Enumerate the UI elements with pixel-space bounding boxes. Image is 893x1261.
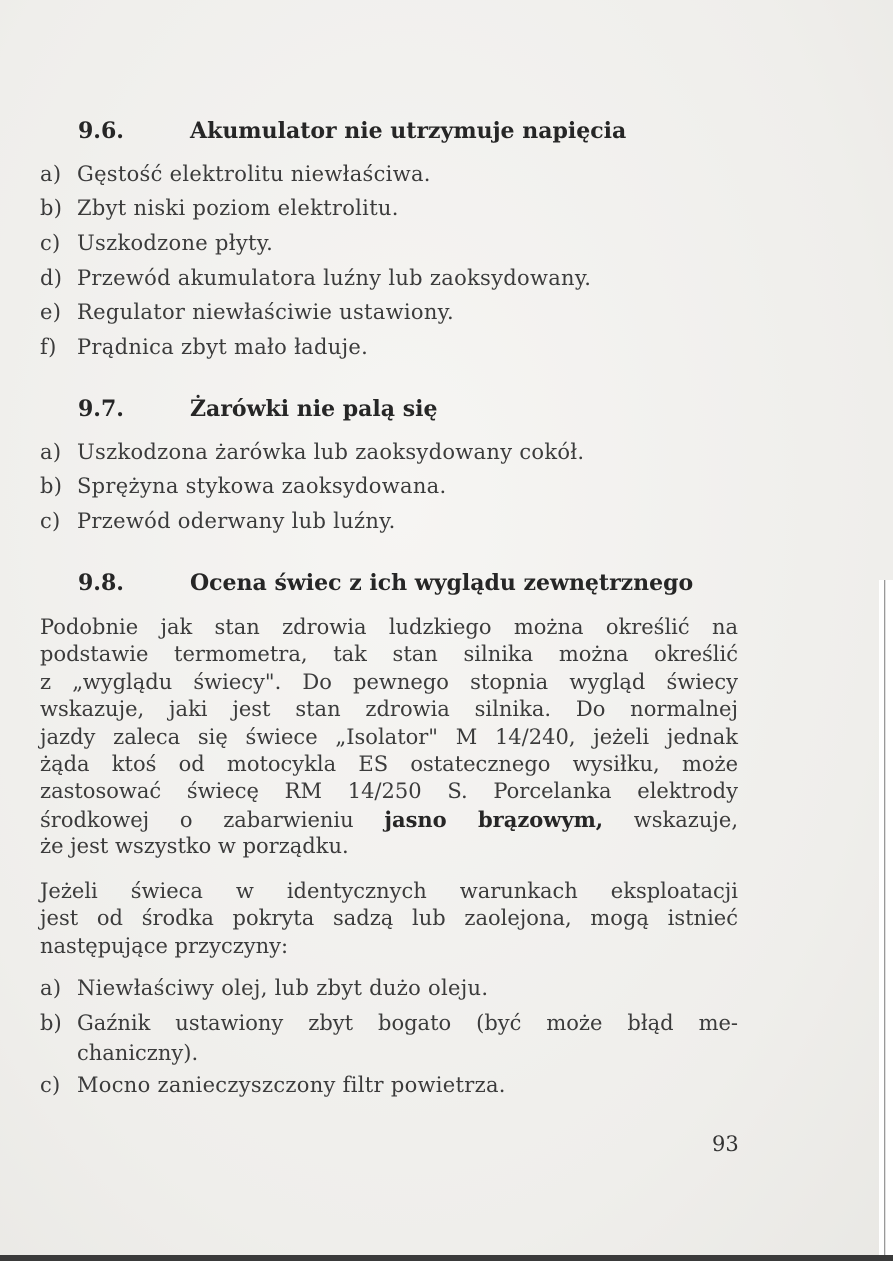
list-item — [40, 976, 488, 1000]
item-label: c) — [40, 231, 61, 255]
paragraph-line: żąda ktoś od motocykla ES ostatecznego wysiłku, może — [40, 751, 738, 776]
item-text: Sprężyna stykowa zaoksydowana. — [77, 474, 447, 498]
list-item — [40, 509, 396, 533]
list-item — [40, 1008, 738, 1068]
list-item — [40, 474, 446, 498]
list-item — [40, 1073, 506, 1097]
list-item — [40, 335, 368, 359]
item-text: Przewód oderwany lub luźny. — [77, 509, 396, 533]
section-heading-9-6 — [78, 118, 626, 144]
item-text: Mocno zanieczyszczony filtr powietrza. — [77, 1073, 506, 1097]
section-number: 9.8. — [78, 570, 124, 596]
paragraph-line: następujące przyczyny: — [40, 933, 289, 958]
item-label: b) — [40, 474, 63, 498]
item-text: Uszkodzone płyty. — [77, 231, 274, 255]
item-label: b) — [40, 1011, 62, 1035]
item-label: d) — [40, 266, 63, 290]
item-text: Regulator niewłaściwie ustawiony. — [77, 300, 455, 324]
paragraph-line: że jest wszystko w porządku. — [40, 834, 349, 859]
list-item — [40, 196, 399, 220]
list-item — [40, 162, 431, 186]
line-text: wskazuje, — [603, 807, 738, 832]
section-title-text: Ocena świec z ich wyglądu zewnętrznego — [190, 570, 694, 596]
item-text: Niewłaściwy olej, lub zbyt dużo oleju. — [77, 976, 489, 1000]
item-first-line — [40, 1008, 738, 1038]
list-item — [40, 440, 584, 464]
paragraph-line: Jeżeli świeca w identycznych warunkach eksploatacji — [40, 879, 738, 903]
list-item — [40, 231, 273, 255]
page-edge-decoration — [0, 1255, 893, 1261]
bold-phrase: jasno brązowym, — [384, 806, 604, 832]
paragraph-line — [40, 806, 738, 833]
paragraph-line: jest od środka pokryta sadzą lub zaolejona, mogą istnieć — [40, 906, 738, 931]
item-text: Zbyt niski poziom elektrolitu. — [77, 196, 399, 220]
item-text: Gęstość elektrolitu niewłaściwa. — [77, 162, 431, 186]
item-text: Przewód akumulatora luźny lub zaoksydowany. — [77, 266, 592, 290]
section-heading-9-7 — [78, 396, 437, 422]
list-item — [40, 266, 591, 290]
paragraph-line: z „wyglądu świecy". Do pewnego stopnia wygląd świecy — [40, 669, 738, 694]
item-label: a) — [40, 976, 62, 1000]
page-number: 93 — [712, 1132, 739, 1156]
item-label: c) — [40, 509, 61, 533]
item-text: Prądnica zbyt mało ładuje. — [77, 335, 369, 359]
section-number: 9.6. — [78, 118, 124, 144]
paragraph-line: jazdy zaleca się świece „Isolator" M 14/240, jeżeli jednak — [40, 724, 738, 749]
item-text: Gaźnik ustawiony zbyt bogato (być może błąd me- — [77, 1011, 738, 1035]
paragraph-line: podstawie termometra, tak stan silnika można określić — [40, 642, 738, 667]
list-item — [40, 300, 454, 324]
section-heading-9-8 — [78, 570, 693, 596]
line-text: środkowej o zabarwieniu — [40, 807, 385, 832]
paragraph-causes-intro — [40, 878, 738, 960]
item-label: a) — [40, 162, 62, 186]
item-label: b) — [40, 196, 63, 220]
item-label: c) — [40, 1073, 61, 1097]
section-number: 9.7. — [78, 396, 124, 422]
item-label: e) — [40, 300, 62, 324]
paragraph-line: Podobnie jak stan zdrowia ludzkiego można określić na — [40, 615, 738, 639]
item-label: a) — [40, 440, 62, 464]
section-title-text: Żarówki nie palą się — [190, 396, 438, 422]
item-label: f) — [40, 335, 57, 359]
paragraph-line: zastosować świecę RM 14/250 S. Porcelanka elektrody — [40, 779, 738, 804]
page-edge-decoration — [879, 580, 893, 1261]
item-text: Uszkodzona żarówka lub zaoksydowany cokół. — [77, 440, 585, 464]
section-title-text: Akumulator nie utrzymuje napięcia — [190, 118, 627, 144]
paragraph-line: wskazuje, jaki jest stan zdrowia silnika. Do normalnej — [40, 697, 738, 722]
paragraph-spark-plug-condition — [40, 614, 738, 861]
item-continuation: chaniczny). — [77, 1041, 199, 1065]
